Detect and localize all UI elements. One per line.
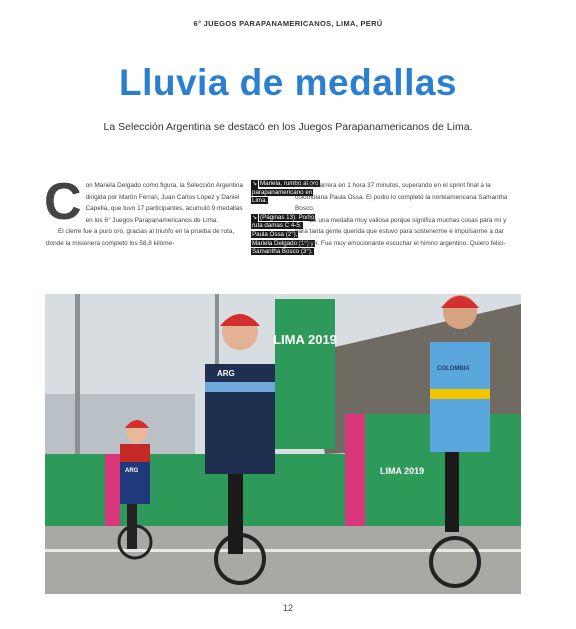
jersey	[205, 364, 275, 474]
body-column-1	[44, 173, 246, 250]
caption-text: (Páginas 13): Podio ruta damas C 4-5: Paula Ossa (2°), Mariela Delgado (1°) y Samantha Bosco (3°).	[252, 213, 315, 256]
jersey-text: ARG	[217, 369, 235, 378]
jersey-text: ARG	[125, 468, 139, 474]
barrier-banner-text: LIMA 2019	[380, 466, 425, 476]
body-paragraph: tros de carrera en 1 hora 37 minutos, superando en el sprint final a la colombiana Paula Ossa. El podio lo completó la norteamericana Samantha Bosco.	[295, 182, 508, 213]
lima-banner-green	[275, 299, 335, 449]
caption-text: Mariela, rumbo al oro parapanamericano en Lima.	[252, 180, 319, 205]
banner-text: LIMA 2019	[273, 332, 337, 347]
jersey-stripe	[205, 382, 275, 392]
jersey-stripe	[120, 444, 150, 462]
page-number: 12	[282, 603, 293, 613]
road-line	[45, 549, 521, 552]
leg	[127, 504, 137, 549]
barrier-banner-left	[45, 454, 345, 534]
page-header: 6° JUEGOS PARAPANAMERICANOS, LIMA, PERÚ	[193, 19, 383, 28]
leg	[228, 474, 243, 554]
jersey-stripe	[430, 389, 490, 399]
pole	[75, 294, 80, 474]
body-paragraph: El cierre fue a puro oro, gracias al triunfo en la prueba de ruta, donde la misionera completó los 58,8 kilóme-	[46, 228, 235, 247]
jersey-text: COLOMBIA	[437, 366, 470, 372]
arrow-icon: ↘	[252, 214, 258, 221]
article-title: Lluvia de medallas	[118, 62, 458, 103]
leg	[445, 452, 459, 532]
body-paragraph: on Mariela Delgado como figura, la Selección Argentina dirigida por Martín Ferrari, Juan Carlos López y Daniel Capella, que tuvo 17 participantes, acumuló 9 medallas en los 6° Juegos Parapanamericanos de Lima.	[85, 182, 243, 224]
barrier-banner-pink	[345, 414, 365, 534]
body-paragraph: “Es una medalla muy valiosa porque significa muchas cosas para mí y para tanta gente querida que estuvo para sostenerme e impulsarme a dar lo mejor. Fue muy emocionante escuchar el himno argentino. Quiero felici-	[295, 216, 507, 247]
race-photo-illustration	[45, 294, 521, 594]
body-column-3	[295, 180, 508, 250]
article-subtitle: La Selección Argentina se destacó en los Juegos Parapanamericanos de Lima.	[103, 121, 473, 133]
barrier-banner-pink	[105, 454, 120, 534]
race-photo	[45, 294, 521, 594]
arrow-icon: ↘	[252, 181, 258, 187]
drop-cap: C	[44, 173, 82, 231]
